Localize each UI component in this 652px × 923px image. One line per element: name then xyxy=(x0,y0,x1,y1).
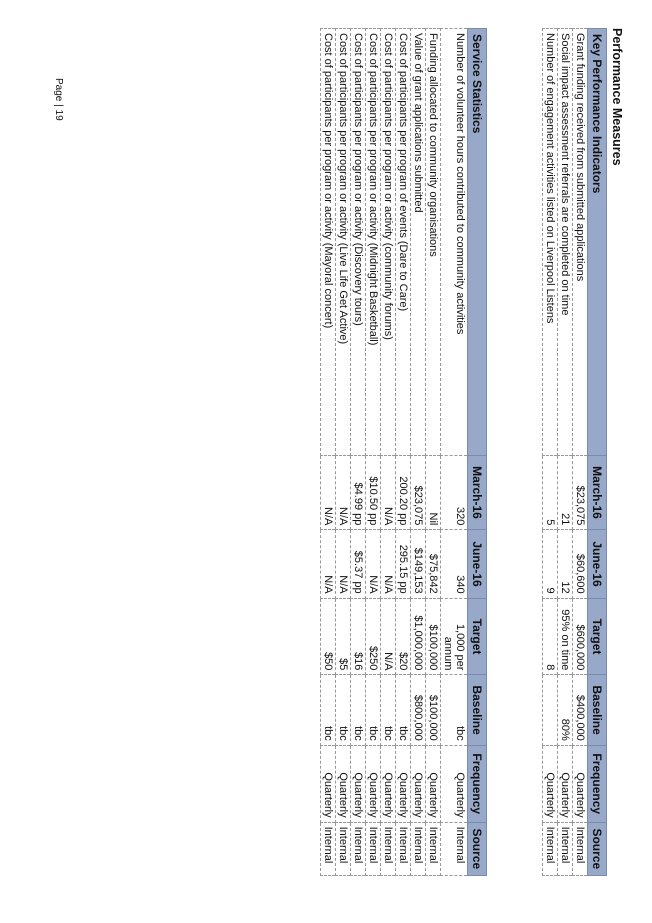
service-cell-statistic: Cost of participants per program or activity (Discovery tours) xyxy=(351,29,366,456)
service-cell-march: N/A xyxy=(336,455,351,530)
kpi-cell-source: Internal xyxy=(558,822,573,875)
kpi-header-source: Source xyxy=(588,822,607,875)
service-cell-baseline: tbc xyxy=(441,675,468,745)
kpi-row xyxy=(573,29,588,876)
service-row xyxy=(366,29,381,876)
service-cell-target: $100,000 xyxy=(426,598,441,675)
service-cell-baseline: tbc xyxy=(366,675,381,745)
service-row xyxy=(426,29,441,876)
kpi-cell-march: $23,075 xyxy=(573,455,588,530)
service-cell-source: Internal xyxy=(366,822,381,875)
service-cell-march: $10.50 pp xyxy=(366,455,381,530)
kpi-cell-june: 12 xyxy=(558,530,573,598)
service-cell-march: $4.99 pp xyxy=(351,455,366,530)
kpi-cell-baseline xyxy=(543,675,558,745)
service-cell-march: N/A xyxy=(321,455,336,530)
service-cell-march: 200.20 pp xyxy=(396,455,411,530)
service-header-row xyxy=(468,29,487,876)
service-cell-source: Internal xyxy=(396,822,411,875)
service-cell-june: 295.15 pp xyxy=(396,530,411,598)
kpi-table xyxy=(542,28,607,876)
service-cell-statistic: Number of volunteer hours contributed to community activities xyxy=(441,29,468,456)
kpi-cell-target: 8 xyxy=(543,598,558,675)
service-cell-june: $149,153 xyxy=(411,530,426,598)
service-row xyxy=(396,29,411,876)
service-cell-june: 340 xyxy=(441,530,468,598)
kpi-cell-indicator: Social impact assessment referrals are completed on time xyxy=(558,29,573,456)
kpi-header-target: Target xyxy=(588,598,607,675)
service-cell-statistic: Cost of participants per program or activity (community forums) xyxy=(381,29,396,456)
service-cell-source: Internal xyxy=(441,822,468,875)
service-cell-statistic: Cost of participants per program or activity (Live Life Get Active) xyxy=(336,29,351,456)
kpi-cell-frequency: Quarterly xyxy=(573,745,588,822)
service-cell-statistic: Value of grant applications submitted xyxy=(411,29,426,456)
service-header-march: March-16 xyxy=(468,455,487,530)
service-cell-source: Internal xyxy=(426,822,441,875)
service-cell-march: 320 xyxy=(441,455,468,530)
service-cell-june: N/A xyxy=(381,530,396,598)
service-cell-target: $16 xyxy=(351,598,366,675)
kpi-cell-baseline: $400,000 xyxy=(573,675,588,745)
service-row xyxy=(321,29,336,876)
service-cell-frequency: Quarterly xyxy=(366,745,381,822)
kpi-row xyxy=(558,29,573,876)
service-cell-source: Internal xyxy=(381,822,396,875)
service-cell-statistic: Cost of participants per program or activity (Mayoral concert) xyxy=(321,29,336,456)
kpi-header-indicator: Key Performance Indicators xyxy=(588,29,607,456)
service-row xyxy=(336,29,351,876)
service-cell-source: Internal xyxy=(411,822,426,875)
service-cell-source: Internal xyxy=(321,822,336,875)
service-cell-target: $1,000,000 xyxy=(411,598,426,675)
service-header-target: Target xyxy=(468,598,487,675)
service-cell-baseline: $100,000 xyxy=(426,675,441,745)
kpi-header-row xyxy=(588,29,607,876)
kpi-cell-frequency: Quarterly xyxy=(543,745,558,822)
kpi-header-march: March-16 xyxy=(588,455,607,530)
service-header-statistic: Service Statistics xyxy=(468,29,487,456)
service-header-source: Source xyxy=(468,822,487,875)
kpi-cell-baseline: 80% xyxy=(558,675,573,745)
service-cell-march: Nil xyxy=(426,455,441,530)
service-cell-baseline: tbc xyxy=(381,675,396,745)
service-cell-target: 1,000 per annum xyxy=(441,598,468,675)
kpi-cell-target: 95% on time xyxy=(558,598,573,675)
service-cell-june: $5.37 pp xyxy=(351,530,366,598)
kpi-row xyxy=(543,29,558,876)
service-cell-june: N/A xyxy=(321,530,336,598)
service-cell-baseline: tbc xyxy=(351,675,366,745)
service-cell-june: N/A xyxy=(336,530,351,598)
service-cell-june: $75,842 xyxy=(426,530,441,598)
service-cell-frequency: Quarterly xyxy=(336,745,351,822)
service-cell-frequency: Quarterly xyxy=(396,745,411,822)
service-cell-statistic: Cost of participants per program of events (Dare to Care) xyxy=(396,29,411,456)
service-cell-statistic: Funding allocated to community organisations xyxy=(426,29,441,456)
kpi-header-june: June-16 xyxy=(588,530,607,598)
kpi-cell-source: Internal xyxy=(543,822,558,875)
kpi-cell-march: 21 xyxy=(558,455,573,530)
service-cell-source: Internal xyxy=(351,822,366,875)
service-header-baseline: Baseline xyxy=(468,675,487,745)
service-row xyxy=(351,29,366,876)
page-number: Page | 19 xyxy=(53,78,64,121)
service-cell-frequency: Quarterly xyxy=(381,745,396,822)
service-cell-frequency: Quarterly xyxy=(321,745,336,822)
service-cell-frequency: Quarterly xyxy=(426,745,441,822)
service-cell-baseline: tbc xyxy=(336,675,351,745)
kpi-cell-june: $60,600 xyxy=(573,530,588,598)
service-row xyxy=(441,29,468,876)
kpi-cell-source: Internal xyxy=(573,822,588,875)
service-statistics-table xyxy=(320,28,487,876)
service-cell-frequency: Quarterly xyxy=(441,745,468,822)
kpi-cell-target: $600,000 xyxy=(573,598,588,675)
service-cell-june: N/A xyxy=(366,530,381,598)
kpi-cell-indicator: Number of engagement activities listed on Liverpool Listens xyxy=(543,29,558,456)
service-cell-baseline: tbc xyxy=(396,675,411,745)
service-cell-march: $23,075 xyxy=(411,455,426,530)
service-cell-source: Internal xyxy=(336,822,351,875)
service-cell-target: $50 xyxy=(321,598,336,675)
section-heading: Performance Measures xyxy=(610,28,624,166)
service-cell-statistic: Cost of participants per program or activity (Midnight Basketball) xyxy=(366,29,381,456)
service-cell-target: $20 xyxy=(396,598,411,675)
service-header-frequency: Frequency xyxy=(468,745,487,822)
service-cell-target: $250 xyxy=(366,598,381,675)
kpi-cell-june: 9 xyxy=(543,530,558,598)
service-cell-target: $5 xyxy=(336,598,351,675)
service-cell-baseline: $800,000 xyxy=(411,675,426,745)
kpi-header-baseline: Baseline xyxy=(588,675,607,745)
kpi-cell-frequency: Quarterly xyxy=(558,745,573,822)
service-cell-baseline: tbc xyxy=(321,675,336,745)
service-cell-target: N/A xyxy=(381,598,396,675)
service-cell-frequency: Quarterly xyxy=(351,745,366,822)
kpi-cell-indicator: Grant funding received from submitted applications xyxy=(573,29,588,456)
service-row xyxy=(381,29,396,876)
service-row xyxy=(411,29,426,876)
service-header-june: June-16 xyxy=(468,530,487,598)
kpi-header-frequency: Frequency xyxy=(588,745,607,822)
kpi-cell-march: 5 xyxy=(543,455,558,530)
service-cell-march: N/A xyxy=(381,455,396,530)
service-cell-frequency: Quarterly xyxy=(411,745,426,822)
